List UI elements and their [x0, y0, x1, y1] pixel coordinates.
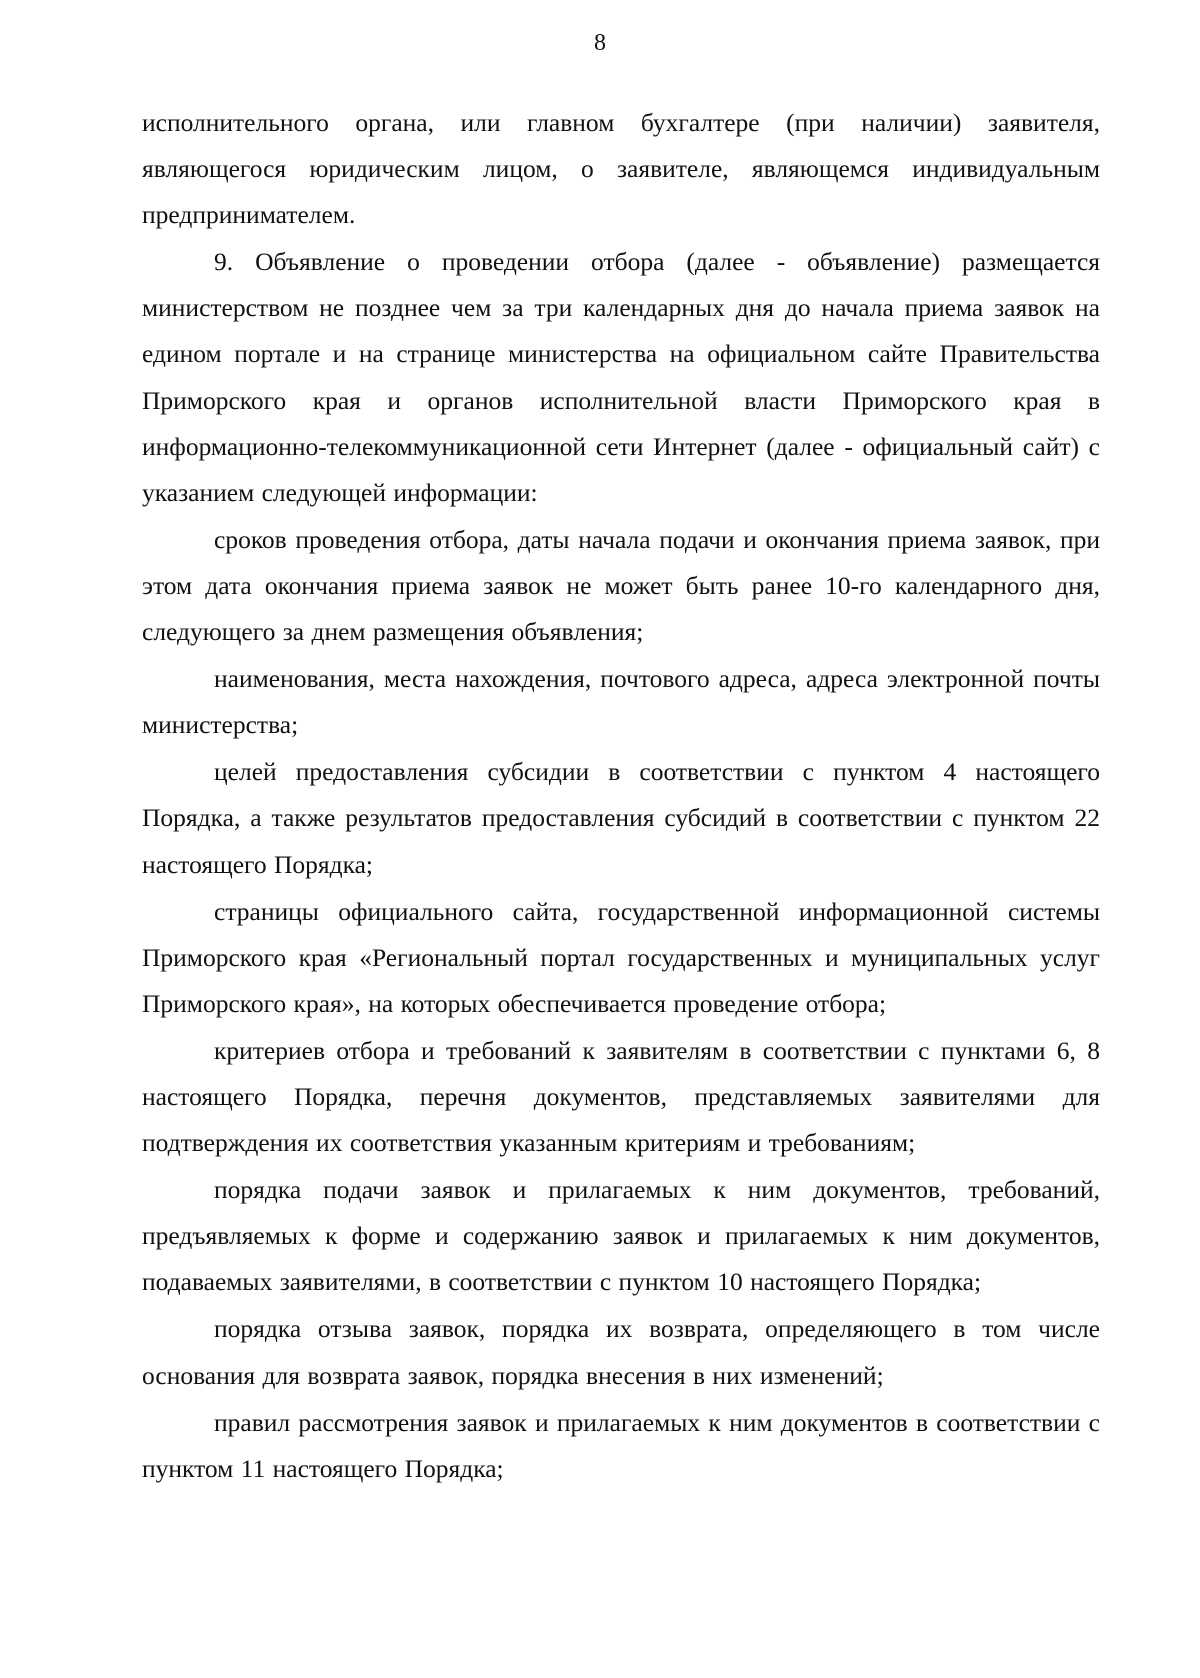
- page-number: 8: [594, 30, 606, 56]
- paragraph: сроков проведения отбора, даты начала подачи и окончания приема заявок, при этом дата окончания приема заявок не может быть ранее 10-го календарного дня, следующего за днем размещения объявления;: [142, 524, 1100, 647]
- paragraph: порядка отзыва заявок, порядка их возврата, определяющего в том числе основания для возврата заявок, порядка внесения в них изменений;: [142, 1314, 1100, 1390]
- paragraph: 9. Объявление о проведении отбора (далее - объявление) размещается министерством не позднее чем за три календарных дня до начала приема заявок на едином портале и на странице министерства на официальном сайте Правительства Приморского края и органов исполнительной власти Приморского края в информационно-телекоммуникационной сети Интернет (далее - официальный сайт) с указанием следующей информации:: [142, 247, 1100, 507]
- document-body: [142, 100, 1100, 1493]
- paragraph: исполнительного органа, или главном бухгалтере (при наличии) заявителя, являющегося юридическим лицом, о заявителе, являющемся индивидуальным предпринимателем.: [142, 108, 1100, 230]
- paragraph: критериев отбора и требований к заявителям в соответствии с пунктами 6, 8 настоящего Порядка, перечня документов, представляемых заявителями для подтверждения их соответствия указанным критериям и требованиям;: [142, 1035, 1100, 1158]
- paragraph: целей предоставления субсидии в соответствии с пунктом 4 настоящего Порядка, а также результатов предоставления субсидий в соответствии с пунктом 22 настоящего Порядка;: [142, 757, 1100, 879]
- paragraph: порядка подачи заявок и прилагаемых к ним документов, требований, предъявляемых к форме и содержанию заявок и прилагаемых к ним документов, подаваемых заявителями, в соответствии с пунктом 10 настоящего Порядка;: [142, 1175, 1100, 1297]
- paragraph: правил рассмотрения заявок и прилагаемых к ним документов в соответствии с пунктом 11 настоящего Порядка;: [142, 1407, 1100, 1483]
- paragraph: наименования, места нахождения, почтового адреса, адреса электронной почты министерства;: [142, 664, 1100, 740]
- paragraph: страницы официального сайта, государственной информационной системы Приморского края «Региональный портал государственных и муниципальных услуг Приморского края», на которых обеспечивается проведение отбора;: [142, 896, 1100, 1018]
